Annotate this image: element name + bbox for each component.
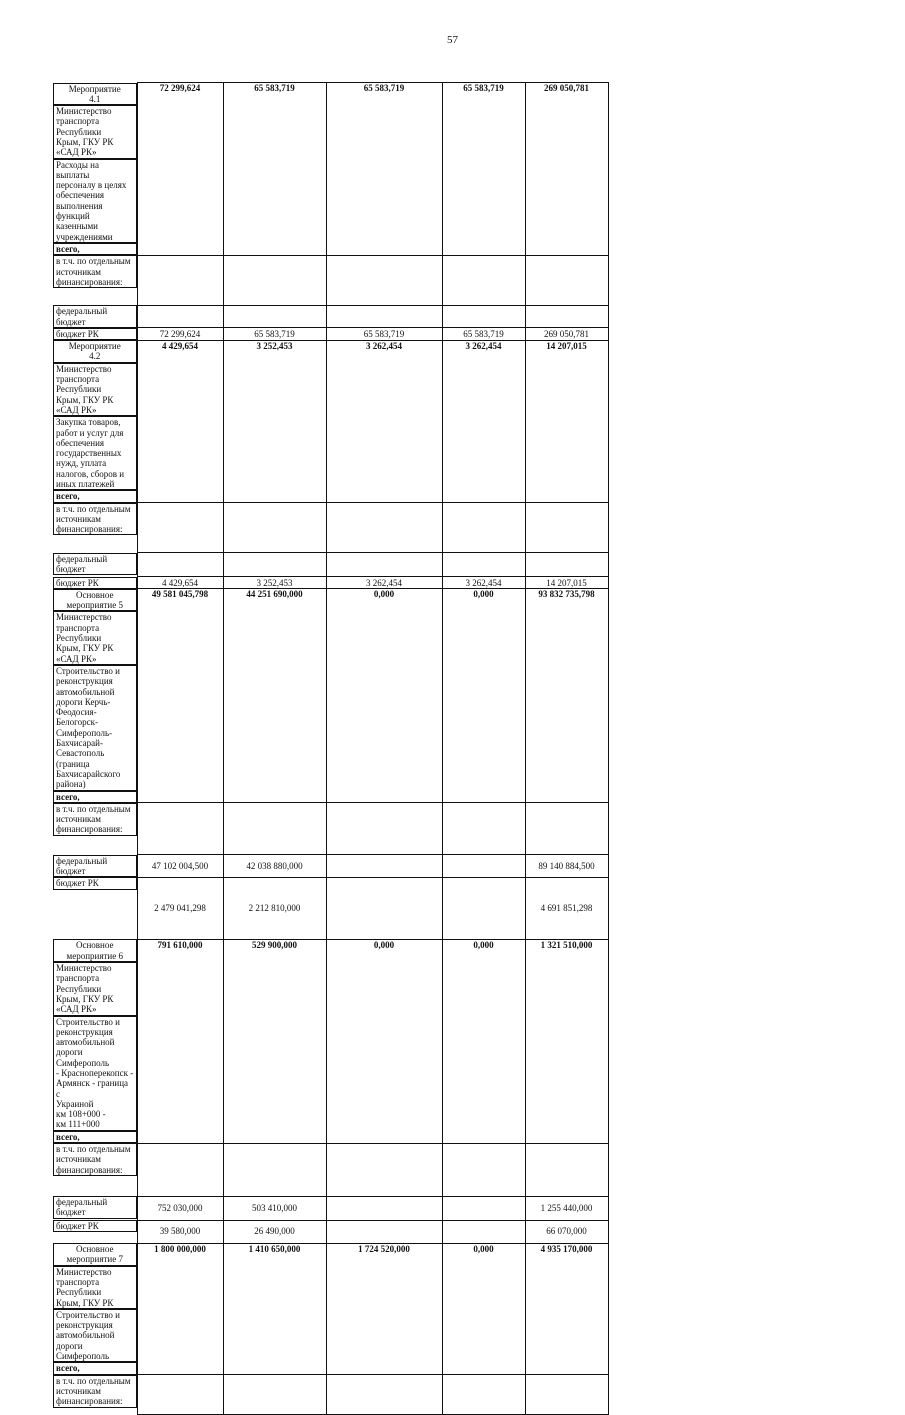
table-row (53, 1243, 859, 1375)
funding-category-line: источникам (56, 266, 101, 277)
funding-category (53, 490, 137, 502)
funding-category-line: источникам (56, 1154, 101, 1165)
measure-executor-line: транспорта (56, 973, 100, 984)
funding-category-line: федеральный бюджет (56, 553, 108, 574)
measure-description-line: Закупка товаров, (56, 417, 121, 428)
measure-description-line: обеспечения (56, 190, 105, 201)
measure-description-line: выполнения (56, 200, 103, 211)
value-cell (525, 553, 608, 577)
funding-category-line: финансирования: (56, 276, 123, 287)
measure-executor-line: «САД РК» (56, 404, 97, 415)
value-cell: 14 207,015 (525, 340, 608, 502)
measure-description-line: района) (56, 779, 86, 790)
measure-description-line: государственных (56, 448, 122, 459)
value-cell (326, 553, 442, 577)
value-cell (525, 1143, 608, 1196)
measure-name-line: Основное (76, 589, 114, 600)
value-cell: 3 262,454 (442, 577, 525, 589)
measure-name (53, 939, 137, 962)
funding-category-line: финансирования: (56, 1164, 123, 1175)
funding-category-line: в т.ч. по отдельным (56, 503, 131, 514)
funding-category (53, 553, 137, 576)
measure-description-line: дороги Симферополь (56, 1340, 110, 1362)
value-cell (223, 305, 326, 328)
measure-description-line: обеспечения (56, 437, 105, 448)
value-cell: 0,000 (326, 939, 442, 1143)
measure-name (53, 340, 137, 363)
value-cell (442, 255, 525, 305)
value-cell (223, 1375, 326, 1415)
measure-description-line: автомобильной (56, 1037, 115, 1048)
funding-category-line: финансирования: (56, 1396, 123, 1407)
measure-name-line: Мероприятие (68, 341, 121, 352)
funding-category-line: бюджет РК (56, 1221, 99, 1232)
value-cell (137, 1143, 223, 1196)
funding-category-line: в т.ч. по отдельным (56, 1375, 131, 1386)
funding-category-line: бюджет РК (56, 328, 99, 339)
measure-description-line: км 108+000 - (56, 1109, 106, 1120)
measure-description-line: Белогорск- (56, 717, 98, 728)
measure-description-line: функций казенными (56, 211, 98, 232)
funding-category-line: финансирования: (56, 824, 123, 835)
value-cell: 4 691 851,298 (525, 877, 608, 939)
measure-executor-line: Министерство (56, 963, 112, 974)
measure-description (53, 159, 137, 243)
value-cell: 1 321 510,000 (525, 939, 608, 1143)
funding-category (53, 305, 137, 328)
value-cell (223, 503, 326, 553)
value-cell: 44 251 690,000 (223, 589, 326, 803)
value-cell: 72 299,624 (137, 83, 223, 256)
measure-executor-line: Республики (56, 633, 102, 644)
measure-executor-line: транспорта (56, 622, 100, 633)
measure-description-line: Строительство и (56, 1309, 120, 1320)
table-row (53, 577, 859, 589)
measure-name-line: Мероприятие (68, 83, 121, 94)
measure-name (53, 1243, 137, 1266)
value-cell: 3 262,454 (442, 340, 525, 502)
value-cell: 1 724 520,000 (326, 1243, 442, 1375)
measure-executor-line: Крым, ГКУ РК (56, 1297, 114, 1308)
value-cell: 791 610,000 (137, 939, 223, 1143)
measure-name (53, 83, 137, 106)
funding-category-line: федеральный бюджет (56, 855, 108, 877)
value-cell: 3 262,454 (326, 340, 442, 502)
measure-name-line: Основное (76, 1244, 114, 1255)
measure-description-line: нужд, уплата (56, 458, 107, 469)
measure-description-line: (граница (56, 758, 90, 769)
measure-name-line: 4.1 (89, 93, 101, 104)
measure-description-line: дороги Керчь- (56, 696, 111, 707)
measure-name-line: мероприятие 7 (66, 1254, 123, 1265)
funding-category-line: в т.ч. по отдельным (56, 1144, 131, 1155)
value-cell (442, 1196, 525, 1220)
measure-description-line: автомобильной (56, 1330, 115, 1341)
value-cell (326, 855, 442, 878)
funding-category (53, 255, 137, 288)
value-cell (223, 255, 326, 305)
table-row (53, 1143, 859, 1196)
value-cell (442, 553, 525, 577)
value-cell (137, 1375, 223, 1415)
measure-description-line: дороги Симферополь (56, 1047, 110, 1068)
measure-executor-line: транспорта (56, 116, 100, 127)
funding-category-line: финансирования: (56, 524, 123, 535)
value-cell (442, 803, 525, 855)
value-cell (137, 803, 223, 855)
value-cell: 3 252,453 (223, 577, 326, 589)
measure-description-line: налогов, сборов и (56, 468, 125, 479)
value-cell: 65 583,719 (442, 328, 525, 340)
table-row (53, 305, 859, 328)
value-cell: 4 429,654 (137, 340, 223, 502)
funding-category (53, 1131, 137, 1143)
budget-table (53, 82, 860, 1415)
funding-category-line: бюджет РК (56, 577, 99, 588)
value-cell (326, 877, 442, 939)
value-cell (442, 305, 525, 328)
measure-description-line: иных платежей (56, 479, 115, 489)
value-cell (442, 877, 525, 939)
funding-category-line: источникам (56, 1385, 101, 1396)
funding-category (53, 791, 137, 803)
value-cell (137, 305, 223, 328)
value-cell: 42 038 880,000 (223, 855, 326, 878)
funding-category-line: всего, (56, 1363, 80, 1374)
funding-category (53, 577, 137, 589)
value-cell: 1 410 650,000 (223, 1243, 326, 1375)
value-cell: 3 252,453 (223, 340, 326, 502)
measure-description-line: Севастополь (56, 748, 105, 759)
table-row (53, 340, 859, 502)
funding-category (53, 1362, 137, 1374)
funding-category (53, 1375, 137, 1408)
funding-category-line: всего, (56, 791, 80, 802)
measure-name-line: мероприятие 6 (66, 950, 123, 961)
table-row (53, 1220, 859, 1243)
value-cell: 26 490,000 (223, 1220, 326, 1243)
value-cell (223, 803, 326, 855)
value-cell: 4 429,654 (137, 577, 223, 589)
budget-table-body (53, 83, 859, 1415)
measure-executor-line: транспорта (56, 374, 100, 385)
funding-category (53, 1220, 137, 1232)
value-cell (326, 255, 442, 305)
value-cell (326, 1196, 442, 1220)
measure-description (53, 665, 137, 791)
measure-executor-line: Республики (56, 983, 102, 994)
table-row (53, 328, 859, 340)
measure-executor-line: Крым, ГКУ РК (56, 394, 114, 405)
value-cell: 4 935 170,000 (525, 1243, 608, 1375)
funding-category-line: в т.ч. по отдельным (56, 803, 131, 814)
measure-executor-line: Крым, ГКУ РК (56, 136, 114, 147)
budget-table-wrapper (53, 82, 859, 1407)
value-cell: 2 479 041,298 (137, 877, 223, 939)
funding-category-line: в т.ч. по отдельным (56, 256, 131, 267)
funding-category-line: всего, (56, 1131, 80, 1142)
measure-description-line: Армянск - граница с (56, 1078, 129, 1099)
funding-category (53, 855, 137, 878)
funding-category (53, 803, 137, 836)
value-cell (326, 1220, 442, 1243)
value-cell (326, 803, 442, 855)
measure-executor-line: Республики (56, 1287, 102, 1298)
value-cell: 14 207,015 (525, 577, 608, 589)
measure-description-line: реконструкция (56, 676, 113, 687)
measure-executor (53, 105, 137, 158)
table-row (53, 1196, 859, 1220)
measure-description-line: Строительство и (56, 1016, 120, 1027)
funding-category (53, 877, 137, 889)
value-cell: 65 583,719 (442, 83, 525, 256)
value-cell (442, 1375, 525, 1415)
measure-name-line: мероприятие 5 (66, 600, 123, 611)
funding-category (53, 1143, 137, 1176)
value-cell (137, 503, 223, 553)
measure-executor-line: Республики (56, 126, 102, 137)
measure-executor (53, 363, 137, 416)
measure-executor (53, 962, 137, 1015)
value-cell: 65 583,719 (223, 83, 326, 256)
value-cell (137, 255, 223, 305)
value-cell: 0,000 (326, 589, 442, 803)
measure-description (53, 1309, 137, 1362)
measure-name (53, 589, 137, 612)
funding-category (53, 1196, 137, 1219)
value-cell (137, 553, 223, 577)
value-cell (326, 503, 442, 553)
measure-description-line: реконструкция (56, 1026, 113, 1037)
measure-description (53, 1016, 137, 1131)
value-cell (442, 503, 525, 553)
value-cell (525, 1375, 608, 1415)
value-cell (223, 553, 326, 577)
value-cell: 89 140 884,500 (525, 855, 608, 878)
measure-description-line: учреждениями (56, 231, 113, 242)
value-cell: 3 262,454 (326, 577, 442, 589)
value-cell: 1 255 440,000 (525, 1196, 608, 1220)
measure-executor-line: «САД РК» (56, 147, 97, 158)
measure-executor-line: транспорта (56, 1276, 100, 1287)
table-row (53, 1375, 859, 1415)
value-cell: 72 299,624 (137, 328, 223, 340)
measure-executor-line: Министерство (56, 363, 112, 374)
funding-category-line: бюджет РК (56, 878, 99, 889)
table-row (53, 503, 859, 553)
measure-description-line: Украиной (56, 1098, 94, 1109)
table-row (53, 803, 859, 855)
measure-description-line: - Красноперекопск - (56, 1067, 134, 1078)
value-cell: 47 102 004,500 (137, 855, 223, 878)
table-row (53, 939, 859, 1143)
funding-category-line: всего, (56, 491, 80, 502)
measure-executor-line: Министерство (56, 612, 112, 623)
value-cell (525, 305, 608, 328)
measure-name-line: 4.2 (89, 351, 101, 362)
value-cell: 0,000 (442, 1243, 525, 1375)
value-cell: 503 410,000 (223, 1196, 326, 1220)
measure-description (53, 416, 137, 490)
funding-category-line: источникам (56, 814, 101, 825)
value-cell: 1 800 000,000 (137, 1243, 223, 1375)
measure-executor (53, 1266, 137, 1309)
value-cell: 66 070,000 (525, 1220, 608, 1243)
value-cell (525, 503, 608, 553)
measure-executor (53, 611, 137, 664)
measure-description-line: реконструкция (56, 1320, 113, 1331)
funding-category-line: источникам (56, 513, 101, 524)
value-cell: 2 212 810,000 (223, 877, 326, 939)
measure-description-line: Бахчисарай- (56, 738, 103, 749)
value-cell: 65 583,719 (223, 328, 326, 340)
value-cell (326, 1375, 442, 1415)
measure-description-line: работ и услуг для (56, 427, 124, 438)
page-number: 57 (447, 34, 458, 46)
value-cell: 269 050,781 (525, 328, 608, 340)
table-row (53, 553, 859, 577)
value-cell (525, 803, 608, 855)
measure-executor-line: Министерство (56, 1266, 112, 1277)
measure-executor-line: Крым, ГКУ РК (56, 643, 114, 654)
value-cell (326, 305, 442, 328)
value-cell: 269 050,781 (525, 83, 608, 256)
value-cell: 752 030,000 (137, 1196, 223, 1220)
measure-executor-line: Министерство (56, 106, 112, 117)
value-cell (442, 1220, 525, 1243)
measure-executor-line: Крым, ГКУ РК (56, 993, 114, 1004)
measure-description-line: Феодосия- (56, 707, 97, 718)
measure-description-line: Строительство и (56, 665, 120, 676)
measure-executor-line: «САД РК» (56, 653, 97, 664)
measure-description-line: Бахчисарайского (56, 768, 121, 779)
table-row (53, 255, 859, 305)
value-cell: 49 581 045,798 (137, 589, 223, 803)
measure-executor-line: «САД РК» (56, 1004, 97, 1015)
measure-executor-line: Республики (56, 384, 102, 395)
measure-description-line: км 111+000 (56, 1119, 100, 1130)
value-cell (442, 1143, 525, 1196)
value-cell: 65 583,719 (326, 328, 442, 340)
funding-category-line: федеральный бюджет (56, 306, 108, 327)
value-cell: 65 583,719 (326, 83, 442, 256)
value-cell (442, 855, 525, 878)
measure-description-line: Расходы на выплаты (56, 159, 99, 180)
table-row (53, 83, 859, 256)
value-cell: 39 580,000 (137, 1220, 223, 1243)
value-cell (223, 1143, 326, 1196)
measure-description-line: автомобильной (56, 686, 115, 697)
value-cell: 0,000 (442, 939, 525, 1143)
table-row (53, 877, 859, 939)
funding-category (53, 503, 137, 536)
measure-name-line: Основное (76, 940, 114, 951)
value-cell (326, 1143, 442, 1196)
funding-category-line: федеральный бюджет (56, 1197, 108, 1218)
measure-description-line: Симферополь- (56, 727, 113, 738)
value-cell: 0,000 (442, 589, 525, 803)
table-row (53, 855, 859, 878)
funding-category-line: всего, (56, 243, 80, 254)
funding-category (53, 328, 137, 340)
measure-description-line: персоналу в целях (56, 180, 127, 191)
table-row (53, 589, 859, 803)
funding-category (53, 243, 137, 255)
value-cell: 529 900,000 (223, 939, 326, 1143)
value-cell (525, 255, 608, 305)
value-cell: 93 832 735,798 (525, 589, 608, 803)
